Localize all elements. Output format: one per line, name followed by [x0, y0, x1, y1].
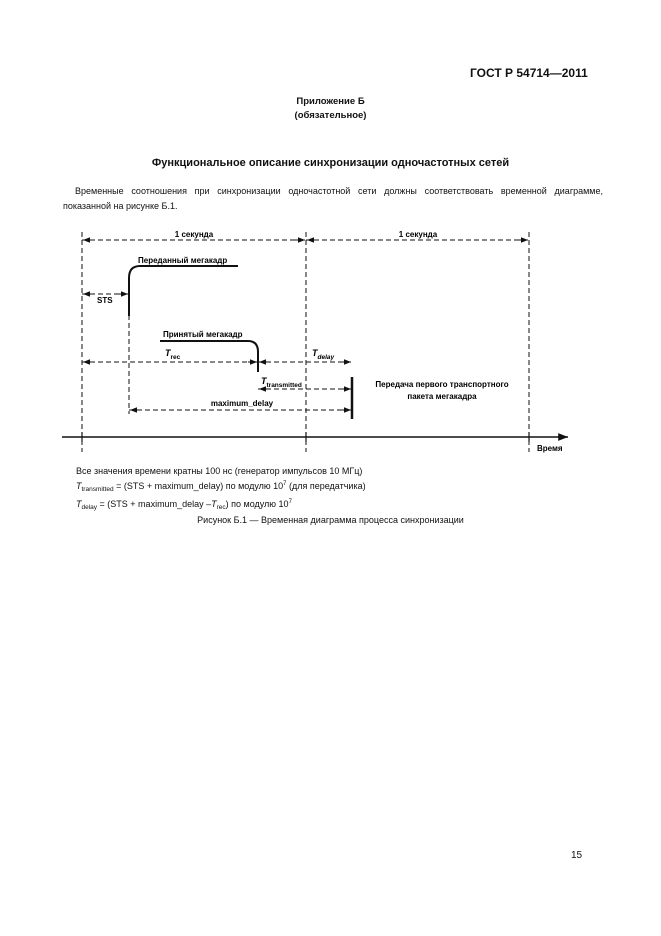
transmitted-megaframe-marker: [129, 266, 238, 316]
page-number: 15: [571, 850, 583, 861]
received-megaframe-label: Принятый мегакадр: [163, 330, 243, 339]
sts-label: STS: [97, 296, 113, 305]
second2-label: 1 секунда: [398, 230, 438, 239]
note3-t: T: [76, 499, 82, 509]
trec-label: Trec: [165, 348, 181, 361]
second1-label: 1 секунда: [174, 230, 214, 239]
note3-exp: 7: [288, 499, 292, 505]
note2-text: = (STS + maximum_delay) по модулю 10: [113, 480, 284, 491]
maxdelay-label: maximum_delay: [210, 399, 274, 408]
section-title: Функциональное описание синхронизации одночастотных сетей: [151, 157, 510, 169]
note2-tail: (для передатчика): [286, 480, 366, 491]
note2-t: T: [76, 480, 82, 491]
transmitted-megaframe-label: Переданный мегакадр: [138, 256, 228, 265]
figure-notes: [76, 465, 366, 515]
ttransmitted-label: Ttransmitted: [261, 376, 302, 389]
appendix-title: Приложение Б: [296, 96, 365, 107]
note-line-3: [76, 496, 366, 515]
appendix-status: (обязательное): [294, 110, 367, 121]
intro-paragraph: Временные соотношения при синхронизации одночастотной сети должны соответствовать временной диаграмме, показанной на рисунке Б.1.: [63, 186, 603, 211]
time-axis-label: Время: [537, 444, 563, 453]
note3-sub: delay: [81, 504, 98, 511]
tdelay-label: Tdelay: [312, 348, 335, 361]
note2-exp: 7: [283, 480, 287, 487]
note-line-1: Все значения времени кратны 100 нс (генератор импульсов 10 МГц): [76, 466, 363, 476]
standard-number: ГОСТ Р 54714—2011: [470, 66, 588, 80]
note2-sub: transmitted: [81, 485, 114, 493]
note3-sub2: rec: [216, 504, 226, 511]
note3-text: = (STS + maximum_delay –: [97, 499, 212, 509]
note3-t2: T: [211, 499, 217, 509]
first-packet-label-line2: пакета мегакадра: [407, 392, 477, 401]
note3-text2: ) по модулю 10: [225, 499, 289, 509]
note-line-2: [76, 478, 366, 497]
first-packet-label-line1: Передача первого транспортного: [375, 380, 509, 389]
figure-caption: Рисунок Б.1 — Временная диаграмма процесса синхронизации: [197, 515, 464, 525]
